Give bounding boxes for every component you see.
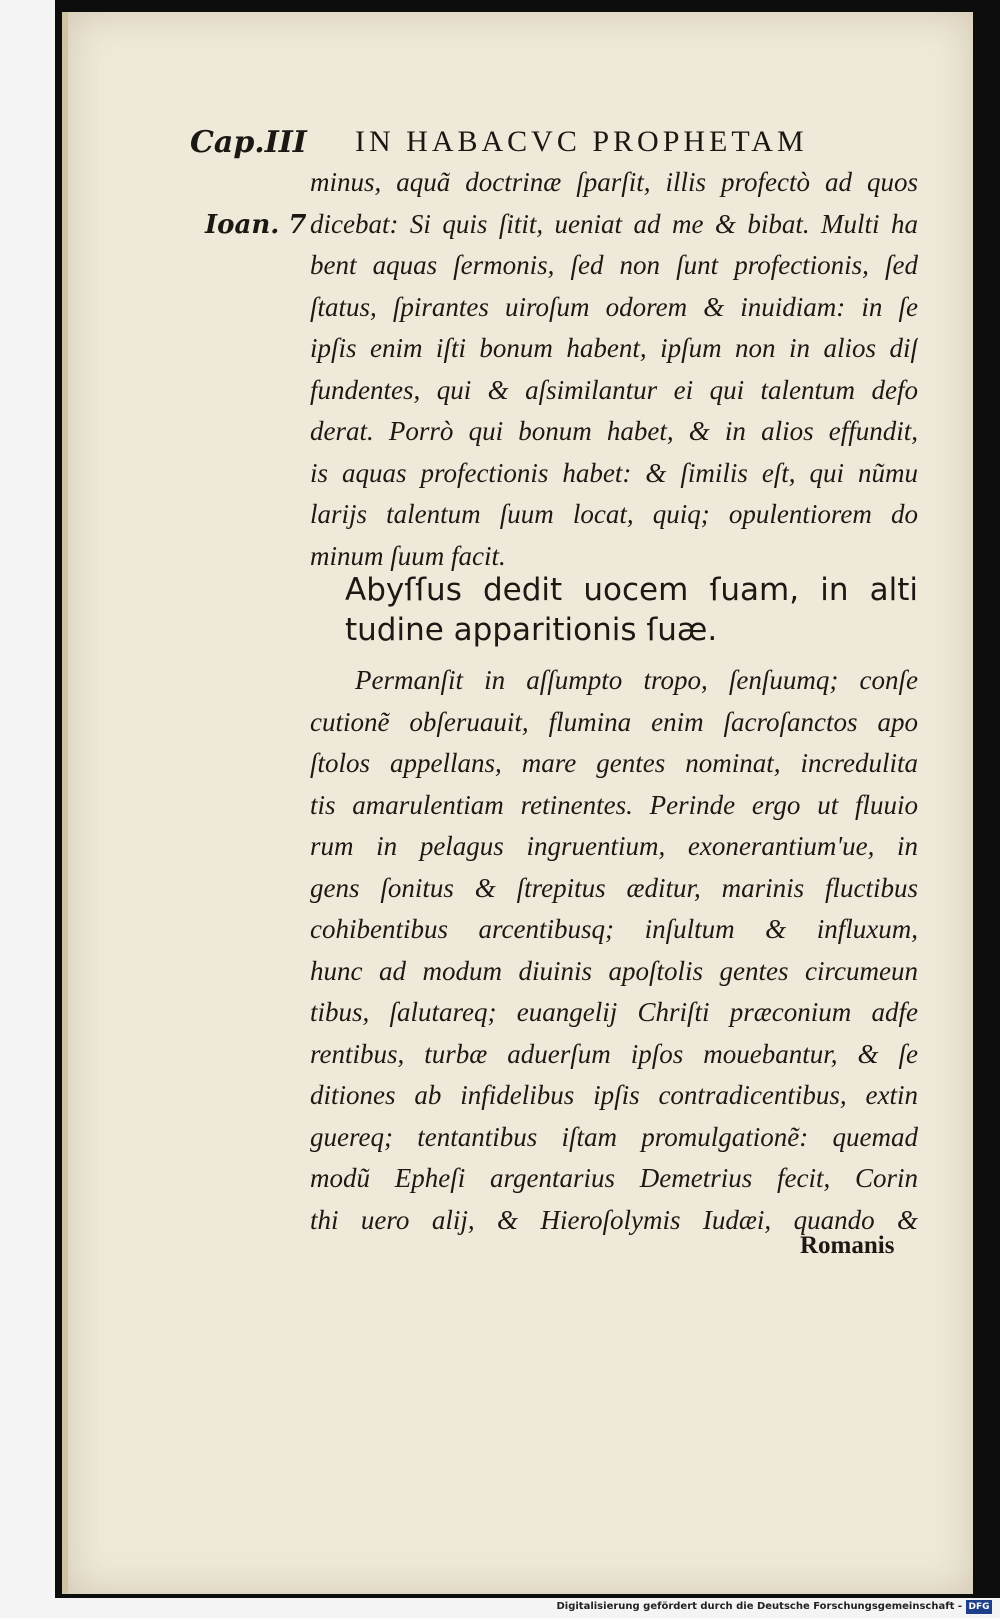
paragraph-2 [310,660,918,1241]
text-line: Permanſit in aſſumpto tropo, ſenſuumq; conſe [355,665,918,695]
text-line: tis amarulentiam retinentes. Perinde ergo ut fluuio [310,789,918,820]
text-line: rentibus, turbæ aduerſum ipſos mouebantur, & ſe [310,1038,918,1069]
text-line: dicebat: Si quis ſitit, ueniat ad me & bibat. Multi ha [310,208,918,239]
lemma-line: Abyſſus dedit uocem ſuam, in alti [345,572,918,608]
text-line: hunc ad modum diuinis apoſtolis gentes circumeun [310,955,918,986]
lemma-verse [345,570,918,650]
paragraph-1 [310,162,918,577]
text-line: cohibentibus arcentibusq; inſultum & influxum, [310,914,918,944]
text-line: minus, aquã doctrinæ ſparſit, illis profectò ad quos [310,167,918,197]
running-header [190,125,910,165]
text-line: derat. Porrò qui bonum habet, & in alios effundit, [310,416,918,446]
footer-credit: Digitalisierung gefördert durch die Deutsche Forschungsgemeinschaft - [556,1601,962,1612]
text-line: fundentes, qui & aſsimilantur ei qui talentum defo [310,374,918,405]
running-title: IN HABACVC PROPHETAM [355,125,808,158]
text-line: ipſis enim iſti bonum habent, ipſum non in alios diſ [310,333,918,363]
text-line: modũ Epheſi argentarius Demetrius fecit, Corin [310,1163,918,1193]
text-line: cutionẽ obſeruauit, flumina enim ſacroſanctos apo [310,706,918,737]
text-line: minum ſuum facit. [310,540,506,571]
text-line: ſtatus, ſpirantes uiroſum odorem & inuidiam: in ſe [310,291,918,322]
text-line: is aquas profectionis habet: & ſimilis eſt, qui nũmu [310,457,918,488]
catchword: Romanis [800,1232,895,1259]
chapter-label: Cap.III [190,125,307,160]
text-line: guereq; tentantibus iſtam promulgationẽ: quemad [310,1121,918,1152]
text-line: bent aquas ſermonis, ſed non ſunt profectionis, ſed [310,250,918,280]
dfg-logo: DFG [966,1600,992,1614]
text-line: rum in pelagus ingruentium, exonerantium'ue, in [310,831,918,861]
lemma-line: tudine apparitionis ſuæ. [345,612,718,648]
text-line: thi uero alij, & Hieroſolymis Iudæi, quando & [310,1204,918,1235]
text-line: tibus, ſalutareq; euangelij Chriſti præconium adfe [310,997,918,1027]
text-line: larijs talentum ſuum locat, quiq; opulentiorem do [310,499,918,529]
text-line: gens ſonitus & ſtrepitus æditur, marinis fluctibus [310,872,918,903]
text-line: ſtolos appellans, mare gentes nominat, incredulita [310,748,918,778]
margin-note: Ioan. 7 [205,210,307,240]
text-line: ditiones ab infidelibus ipſis contradicentibus, extin [310,1080,918,1110]
